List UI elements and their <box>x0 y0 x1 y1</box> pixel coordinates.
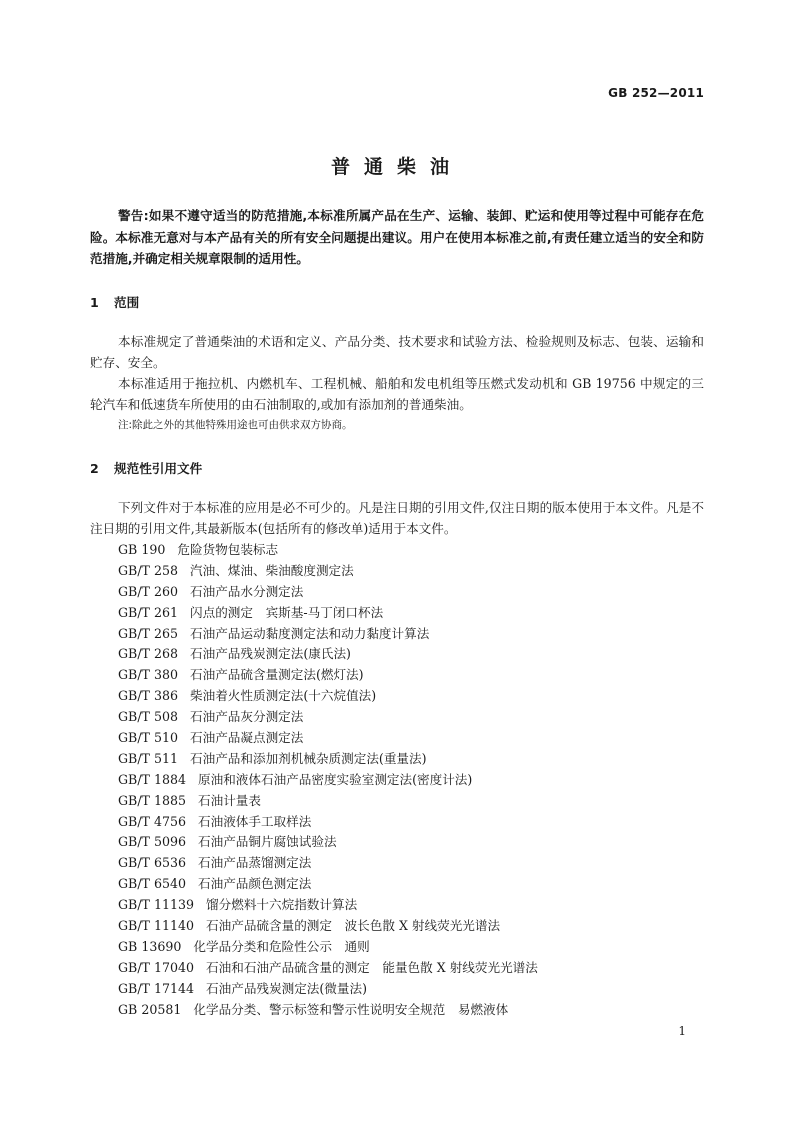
reference-code: GB/T 508 <box>118 709 178 725</box>
reference-item <box>118 582 538 603</box>
reference-title: 石油液体手工取样法 <box>198 813 312 829</box>
reference-code: GB/T 261 <box>118 604 178 620</box>
reference-title: 石油产品残炭测定法(微量法) <box>206 980 367 996</box>
reference-code: GB 13690 <box>118 938 182 954</box>
reference-code: GB/T 5096 <box>118 834 187 850</box>
page-number: 1 <box>678 1024 686 1038</box>
reference-item <box>118 624 538 645</box>
references-intro: 下列文件对于本标准的应用是必不可少的。凡是注日期的引用文件,仅注日期的版本使用于本文件。凡是不注日期的引用文件,其最新版本(包括所有的修改单)适用于本文件。 <box>90 500 704 536</box>
reference-title: 馏分燃料十六烷指数计算法 <box>206 897 358 913</box>
reference-title: 石油产品铜片腐蚀试验法 <box>198 834 337 850</box>
reference-title: 石油产品硫含量的测定 波长色散 X 射线荧光光谱法 <box>206 918 501 934</box>
reference-item <box>118 603 538 624</box>
reference-item <box>118 832 538 853</box>
section-2-number: 2 <box>90 461 99 476</box>
reference-item <box>118 728 538 749</box>
reference-code: GB/T 17040 <box>118 959 195 975</box>
reference-item <box>118 686 538 707</box>
reference-title: 危险货物包装标志 <box>177 542 279 557</box>
reference-code: GB/T 11139 <box>118 897 195 913</box>
reference-code: GB/T 510 <box>118 730 178 746</box>
reference-title: 石油产品硫含量测定法(燃灯法) <box>190 667 364 683</box>
reference-item <box>118 791 538 812</box>
reference-item <box>118 665 538 686</box>
reference-code: GB/T 511 <box>118 750 178 766</box>
reference-code: GB/T 4756 <box>118 813 187 829</box>
reference-title: 石油计量表 <box>198 792 261 808</box>
reference-item <box>118 979 538 1000</box>
reference-code: GB/T 1884 <box>118 771 187 787</box>
reference-code: GB/T 258 <box>118 562 178 578</box>
reference-item <box>118 707 538 728</box>
reference-code: GB/T 11140 <box>118 918 195 934</box>
reference-title: 汽油、煤油、柴油酸度测定法 <box>190 562 354 578</box>
reference-item <box>118 1000 538 1021</box>
reference-code: GB/T 6540 <box>118 876 187 892</box>
reference-item <box>118 958 538 979</box>
section-2-title: 规范性引用文件 <box>114 461 203 476</box>
reference-title: 闪点的测定 宾斯基-马丁闭口杯法 <box>190 604 384 620</box>
scope-note: 注:除此之外的其他特殊用途也可由供求双方协商。 <box>118 419 353 431</box>
reference-item <box>118 853 538 874</box>
scope-paragraph-1: 本标准规定了普通柴油的术语和定义、产品分类、技术要求和试验方法、检验规则及标志、包装、运输和贮存、安全。 <box>90 334 704 370</box>
reference-code: GB/T 386 <box>118 688 178 704</box>
reference-title: 石油产品颜色测定法 <box>198 876 312 892</box>
reference-title: 原油和液体石油产品密度实验室测定法(密度计法) <box>198 771 473 787</box>
section-1-heading <box>90 292 139 311</box>
reference-item <box>118 874 538 895</box>
reference-item <box>118 895 538 916</box>
reference-item <box>118 770 538 791</box>
reference-code: GB/T 6536 <box>118 855 187 871</box>
reference-item <box>118 749 538 770</box>
reference-item <box>118 937 538 958</box>
reference-title: 石油和石油产品硫含量的测定 能量色散 X 射线荧光光谱法 <box>206 959 538 975</box>
reference-code: GB/T 1885 <box>118 792 187 808</box>
reference-code: GB/T 265 <box>118 625 178 641</box>
reference-code: GB/T 268 <box>118 646 178 662</box>
reference-code: GB 190 <box>118 542 166 557</box>
scope-paragraph-2: 本标准适用于拖拉机、内燃机车、工程机械、船舶和发电机组等压燃式发动机和 GB 19756 中规定的三轮汽车和低速货车所使用的由石油制取的,或加有添加剂的普通柴油。 <box>90 376 704 412</box>
reference-code: GB/T 380 <box>118 667 178 683</box>
reference-code: GB/T 17144 <box>118 980 195 996</box>
reference-title: 化学品分类和危险性公示 通则 <box>193 938 370 954</box>
reference-list <box>118 540 538 1020</box>
reference-item <box>118 644 538 665</box>
section-2-heading <box>90 458 202 477</box>
reference-title: 石油产品蒸馏测定法 <box>198 855 312 871</box>
reference-title: 石油产品凝点测定法 <box>190 730 304 746</box>
standard-number: GB 252—2011 <box>608 86 704 100</box>
warning-paragraph: 警告:如果不遵守适当的防范措施,本标准所属产品在生产、运输、装卸、贮运和使用等过程中可能存在危险。本标准无意对与本产品有关的所有安全问题提出建议。用户在使用本标准之前,有责任建立适当的安全和防范措施,并确定相关规章限制的适用性。 <box>90 208 704 266</box>
reference-title: 柴油着火性质测定法(十六烷值法) <box>190 688 377 704</box>
reference-item <box>118 540 538 561</box>
section-1-number: 1 <box>90 295 99 310</box>
section-1-title: 范围 <box>114 295 140 310</box>
reference-title: 化学品分类、警示标签和警示性说明安全规范 易燃液体 <box>193 1001 509 1017</box>
reference-item <box>118 916 538 937</box>
reference-title: 石油产品和添加剂机械杂质测定法(重量法) <box>190 750 427 766</box>
reference-title: 石油产品残炭测定法(康氏法) <box>190 646 351 662</box>
reference-item <box>118 812 538 833</box>
reference-item <box>118 561 538 582</box>
reference-title: 石油产品运动黏度测定法和动力黏度计算法 <box>190 625 430 641</box>
document-title: 普通柴油 <box>330 156 463 178</box>
reference-title: 石油产品灰分测定法 <box>190 709 304 725</box>
reference-code: GB 20581 <box>118 1001 182 1017</box>
reference-code: GB/T 260 <box>118 583 178 599</box>
reference-title: 石油产品水分测定法 <box>190 583 304 599</box>
